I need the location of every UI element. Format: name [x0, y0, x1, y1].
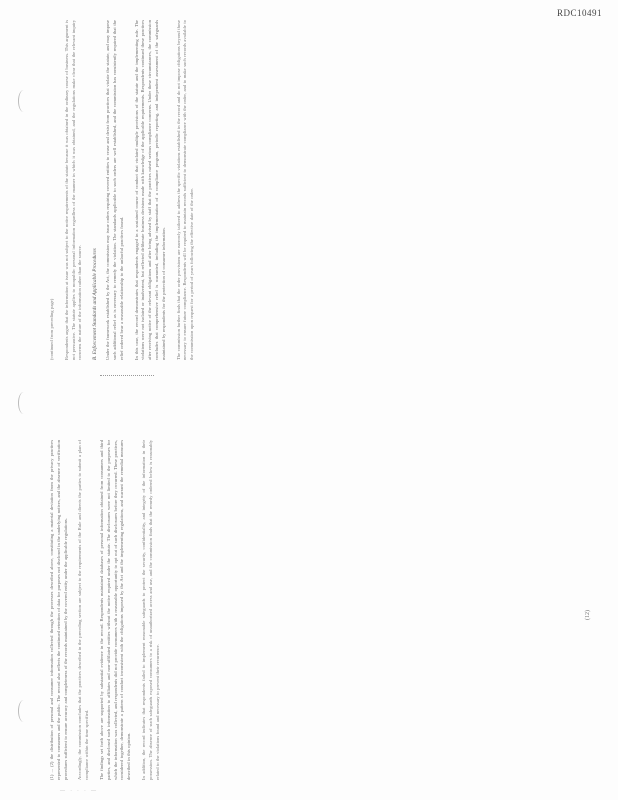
right-section-paragraph-2: In this case, the record demonstrates that respondents engaged in a sustained course of conduct that violated multiple provisions of the statute and the implementing rule. The violations were not isolated or inadvertent, but reflected deliberate business decisions made with knowledge of the applicable requirements. Respondents continued these practices after receiving notice of the relevant obligations and after being advised by staff that the practices raised serious compliance concerns. Under these circumstances, the commission concludes that comprehensive relief is warranted, including the implementation of a compliance program, periodic reporting, and independent assessment of the safeguards maintained by respondents for the protection of consumer information. — [133, 20, 166, 360]
right-section-paragraph-1: Under the framework established by the Act, the commission may issue orders requiring covered entities to cease and desist from practices that violate the statute, and may impose such additional relief as is necessary to remedy the violation. The standards applicable to such orders are well established, and the commission has consistently required that the relief ordered bear a reasonable relationship to the unlawful practices found. — [105, 20, 124, 360]
right-column — [49, 20, 569, 360]
left-paragraph-1: (1) ... (2) the distribution of personal and consumer information collected through the processes described above, constituting a material deviation from the privacy practices represented to consumers and the public. The record also reflects the continued retention of data for purposes not disclosed in the underlying notices, and the absence of verification procedures sufficient to ensure accuracy and completeness of the records maintained by the covered entity under the applicable regulations. — [49, 440, 68, 780]
document-id: RDC10491 — [556, 8, 602, 18]
scan-punch-mark-bottom — [18, 700, 29, 722]
left-page-number: (12) — [585, 610, 591, 620]
right-intro: (continued from preceding page) — [49, 298, 54, 360]
right-section-paragraph-3: The commission further finds that the order provisions are narrowly tailored to address the specific violations established in the record and do not impose obligations beyond those necessary to ensure future compliance. Respondents will be required to maintain records sufficient to demonstrate compliance with the order, and to make such records available to the commission upon request for a period of years following the effective date of the order. — [175, 20, 195, 360]
left-paragraph-4: In addition, the record indicates that respondents failed to implement reasonable safeguards to protect the security, confidentiality, and integrity of the information in their possession. The absence of such safeguards exposed consumers to a risk of unauthorized access and use, and the commission finds that the remedy ordered below is reasonably related to the violations found and necessary to prevent their recurrence. — [140, 440, 160, 780]
footer-marks: — · · · — — [60, 789, 98, 794]
column-divider-dotted — [100, 375, 154, 376]
scan-punch-mark-top — [18, 90, 29, 112]
right-paragraph-1: Respondents argue that the information at issue was not subject to the notice requirements of the statute because it was obtained in the ordinary course of business. This argument is not persuasive. The statute applies to nonpublic personal information regardless of the manner in which it was obtained, and the regulations make clear that the relevant inquiry concerns the nature of the information rather than the source. — [63, 20, 83, 360]
left-paragraph-2: Accordingly, the commission concludes that the practices described in the preceding section are subject to the requirements of the Rule and directs the parties to submit a plan of compliance within the time specified. — [77, 440, 90, 780]
left-column — [49, 440, 591, 780]
left-paragraph-3: The findings set forth above are supported by substantial evidence in the record. Respondents maintained databases of personal information obtained from consumers and third parties, and disclosed such information to affiliates and non-affiliated entities without the notice required under the statute. The disclosures were not limited to the purposes for which the information was collected, and respondents did not provide consumers with a reasonable opportunity to opt out of such disclosures before they occurred. These practices, considered together, demonstrate a pattern of conduct inconsistent with the obligations imposed by the Act and the implementing regulations, and warrant the remedial measures described in this opinion. — [98, 440, 132, 780]
section-heading: B. Enforcement Standards and Applicable Procedures — [92, 248, 99, 360]
rotated-page-body — [49, 20, 591, 780]
scan-punch-mark-middle — [18, 392, 29, 414]
